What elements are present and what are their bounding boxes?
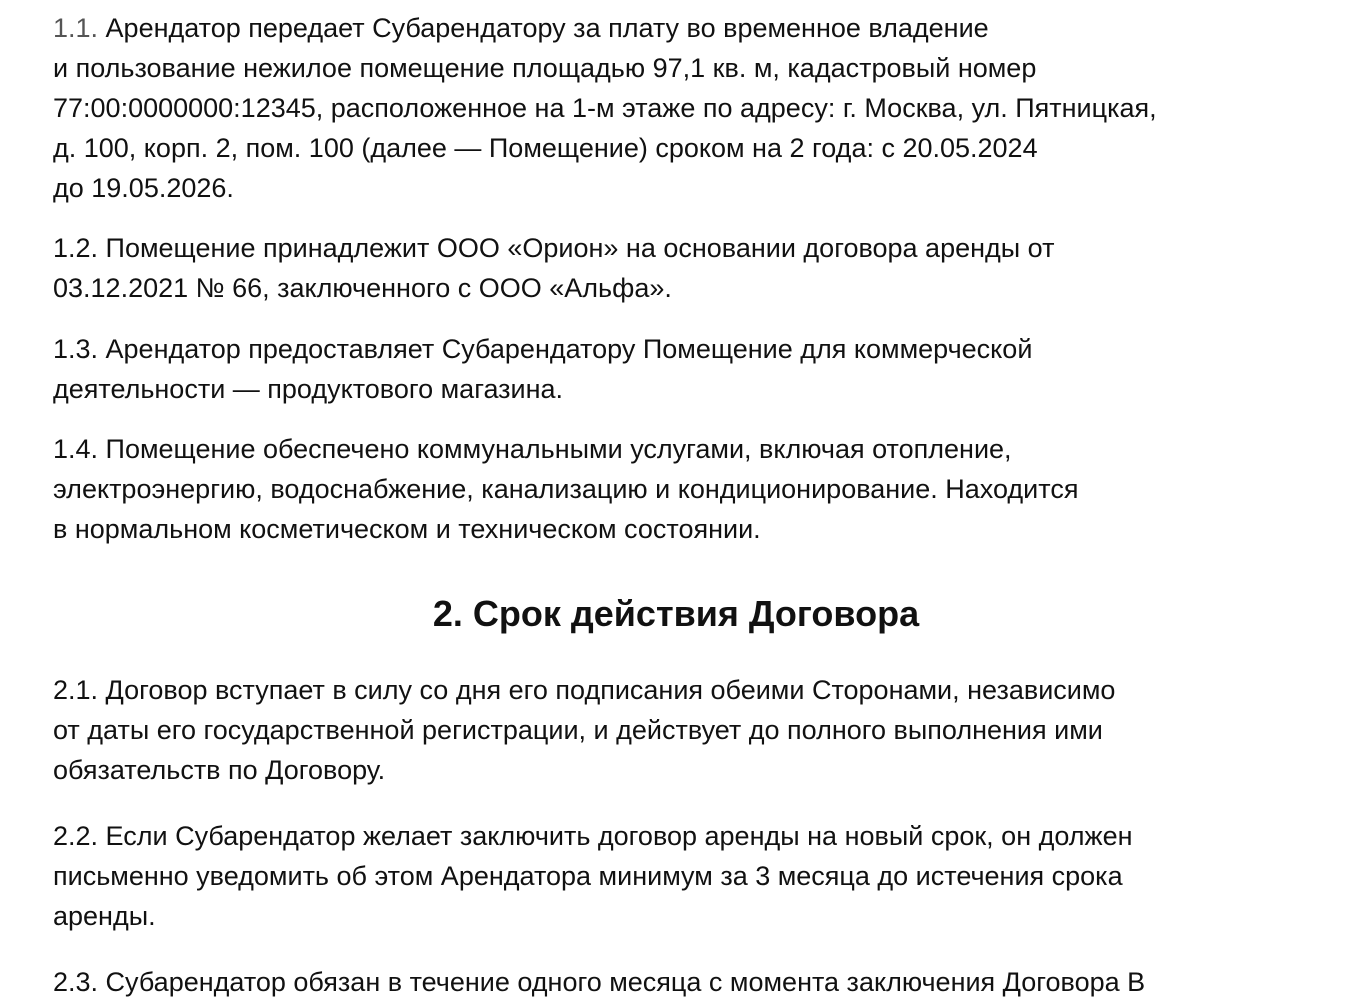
clause-2-3-partial: 2.3. Субарендатор обязан в течение одного месяца с момента заключения Договора В xyxy=(53,967,1146,997)
clause-1-1-number: 1.1. xyxy=(53,13,99,43)
clause-1-2: 1.2. Помещение принадлежит ООО «Орион» на основании договора аренды от 03.12.2021 № 66, заключенного с ООО «Альфа». xyxy=(53,233,1055,303)
clause-2-1: 2.1. Договор вступает в силу со дня его подписания обеими Сторонами, независимо от даты его государственной регистрации, и действует до полного выполнения ими обязательств по Договору. xyxy=(53,675,1116,785)
clause-1-1 xyxy=(53,8,1157,208)
clause-1-1-text: Арендатор передает Субарендатору за плату во временное владение и пользование нежилое помещение площадью 97,1 кв. м, кадастровый номер 77:00:0000000:12345, расположенное на 1-м этаже по адресу: г. Москва, ул. Пятницкая, д. 100, корп. 2, пом. 100 (далее — Помещение) сроком на 2 года: с 20.05.2024 до 19.05.2026. xyxy=(53,13,1157,203)
section-2-heading: 2. Срок действия Договора xyxy=(432,593,920,634)
clause-1-4: 1.4. Помещение обеспечено коммунальными услугами, включая отопление, электроэнергию, водоснабжение, канализацию и кондиционирование. Находится в нормальном косметическом и техническом состоянии. xyxy=(53,434,1079,544)
clause-2-2: 2.2. Если Субарендатор желает заключить договор аренды на новый срок, он должен письменно уведомить об этом Арендатора минимум за 3 месяца до истечения срока аренды. xyxy=(53,821,1133,931)
clause-1-3: 1.3. Арендатор предоставляет Субарендатору Помещение для коммерческой деятельности — продуктового магазина. xyxy=(53,334,1033,404)
